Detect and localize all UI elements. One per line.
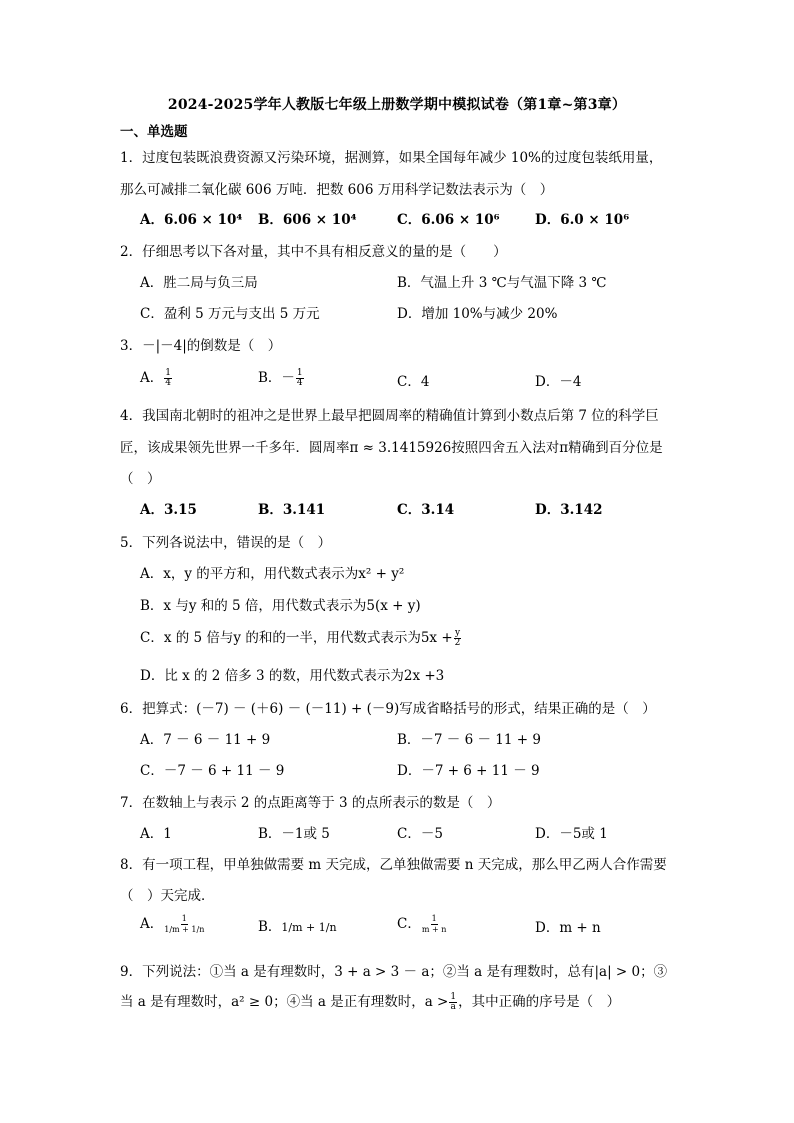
q6-option-a: A．7 － 6 － 11 + 9 (140, 732, 271, 748)
q8-option-d: D．m + n (535, 920, 601, 936)
q6-option-d: D．－7 + 6 + 11 － 9 (397, 763, 540, 779)
q6-option-c: C．－7 － 6 + 11 － 9 (140, 763, 285, 779)
q2-option-c: C．盈利 5 万元与支出 5 万元 (140, 306, 320, 322)
q4-option-b: B．3.141 (258, 502, 326, 518)
q2-line1: 2．仔细思考以下各对量，其中不具有相反意义的量的是（ ） (120, 244, 507, 260)
q8-option-a-fraction (163, 915, 205, 934)
fraction-denominator: a (450, 1002, 456, 1012)
exam-title: 2024-2025学年人教版七年级上册数学期中模拟试卷（第1章~第3章） (167, 97, 627, 113)
q9-line2 (120, 990, 620, 1012)
q3-option-a (140, 366, 173, 388)
q8-option-c (397, 912, 447, 934)
q3-option-a-prefix: A． (140, 370, 164, 386)
q9-line2-prefix: 当 a 是有理数时，a² ≥ 0；④当 a 是正有理数时，a > (120, 994, 449, 1010)
q1-option-d: D．6.0 × 10⁶ (535, 212, 630, 228)
q1-line2: 那么可减排二氧化碳 606 万吨．把数 606 万用科学记数法表示为（ ） (120, 182, 554, 198)
q9-line1: 9．下列说法：①当 a 是有理数时，3 + a > 3 － a；②当 a 是有理数时，总有|a| > 0；③ (120, 964, 668, 980)
q7-line1: 7．在数轴上与表示 2 的点距离等于 3 的点所表示的数是（ ） (120, 795, 501, 811)
q4-option-d: D．3.142 (535, 502, 603, 518)
q4-line1: 4．我国南北朝时的祖冲之是世界上最早把圆周率的精确值计算到小数点后第 7 位的科学巨 (120, 408, 659, 424)
q4-line3: （ ） (120, 471, 161, 487)
q1-line1: 1．过度包装既浪费资源又污染环境，据测算，如果全国每年减少 10%的过度包装纸用量， (120, 150, 663, 166)
q8-option-c-fraction (421, 915, 448, 934)
q8-option-c-prefix: C． (397, 916, 421, 932)
q8-option-b-expression: 1/m + 1/n (281, 921, 337, 934)
q4-option-c: C．3.14 (397, 502, 455, 518)
q6-option-b: B．－7 － 6 － 11 + 9 (397, 732, 541, 748)
q1-option-b: B．606 × 10⁴ (258, 212, 357, 228)
fraction-numerator: 1 (181, 914, 187, 923)
fraction-denominator: 4 (165, 378, 171, 388)
q5-option-c-fraction (454, 629, 462, 648)
q5-option-c-prefix: C．x 的 5 倍与y 的和的一半，用代数式表示为5x + (140, 630, 453, 646)
q3-option-b-prefix: B．－ (258, 370, 295, 386)
q7-option-a: A．1 (140, 826, 172, 842)
q9-line2-fraction (449, 993, 457, 1012)
q6-line1: 6．把算式：(－7) － (＋6) － (－11) + (－9)写成省略括号的形式，结果正确的是（ ） (120, 701, 656, 717)
fraction-numerator: 1 (431, 914, 437, 923)
q3-option-b-fraction (296, 369, 304, 388)
q4-line2: 匠，该成果领先世界一千多年．圆周率π ≈ 3.1415926按照四舍五入法对π精确到百分位是 (120, 440, 663, 456)
q5-option-c (140, 626, 462, 648)
q7-option-d: D．－5或 1 (535, 826, 608, 842)
q3-option-c: C．4 (397, 374, 430, 390)
q8-line2: （ ）天完成． (120, 888, 215, 904)
q3-option-a-fraction (164, 369, 172, 388)
fraction-denominator: 4 (296, 378, 303, 388)
q3-line1: 3．－|－4|的倒数是（ ） (120, 338, 282, 354)
q5-option-b: B．x 与y 和的 5 倍，用代数式表示为5(x + y) (140, 598, 421, 614)
q8-option-b (258, 915, 337, 935)
q5-line1: 5．下列各说法中，错误的是（ ） (120, 535, 332, 551)
q1-option-a: A．6.06 × 10⁴ (140, 212, 243, 228)
q7-option-b: B．－1或 5 (258, 826, 330, 842)
fraction-numerator: 1 (296, 368, 303, 378)
q8-option-b-prefix: B． (258, 919, 282, 935)
q2-option-a: A．胜二局与负三局 (140, 275, 258, 291)
q8-line1: 8．有一项工程，甲单独做需要 m 天完成，乙单独做需要 n 天完成，那么甲乙两人合作需要 (120, 857, 667, 873)
q3-option-d: D．－4 (535, 374, 582, 390)
q4-option-a: A．3.15 (140, 502, 197, 518)
q2-option-b: B．气温上升 3 ℃与气温下降 3 ℃ (397, 275, 607, 291)
q1-option-c: C．6.06 × 10⁶ (397, 212, 500, 228)
q8-option-a (140, 912, 205, 934)
q9-line2-suffix: ，其中正确的序号是（ ） (458, 994, 621, 1010)
q2-option-d: D．增加 10%与减少 20% (397, 306, 558, 322)
q5-option-a: A．x，y 的平方和，用代数式表示为x² + y² (140, 566, 405, 582)
fraction-numerator: y (454, 628, 461, 638)
q5-option-d: D．比 x 的 2 倍多 3 的数，用代数式表示为2x +3 (140, 668, 445, 684)
fraction-denominator: m + n (421, 925, 447, 934)
fraction-numerator: 1 (450, 992, 457, 1002)
fraction-denominator: 1/m + 1/n (164, 925, 205, 934)
q7-option-c: C．－5 (397, 826, 443, 842)
fraction-denominator: 2 (454, 638, 461, 648)
section-heading: 一、单选题 (120, 124, 188, 140)
fraction-numerator: 1 (165, 368, 171, 378)
q3-option-b (258, 366, 305, 388)
q8-option-a-prefix: A． (140, 916, 164, 932)
